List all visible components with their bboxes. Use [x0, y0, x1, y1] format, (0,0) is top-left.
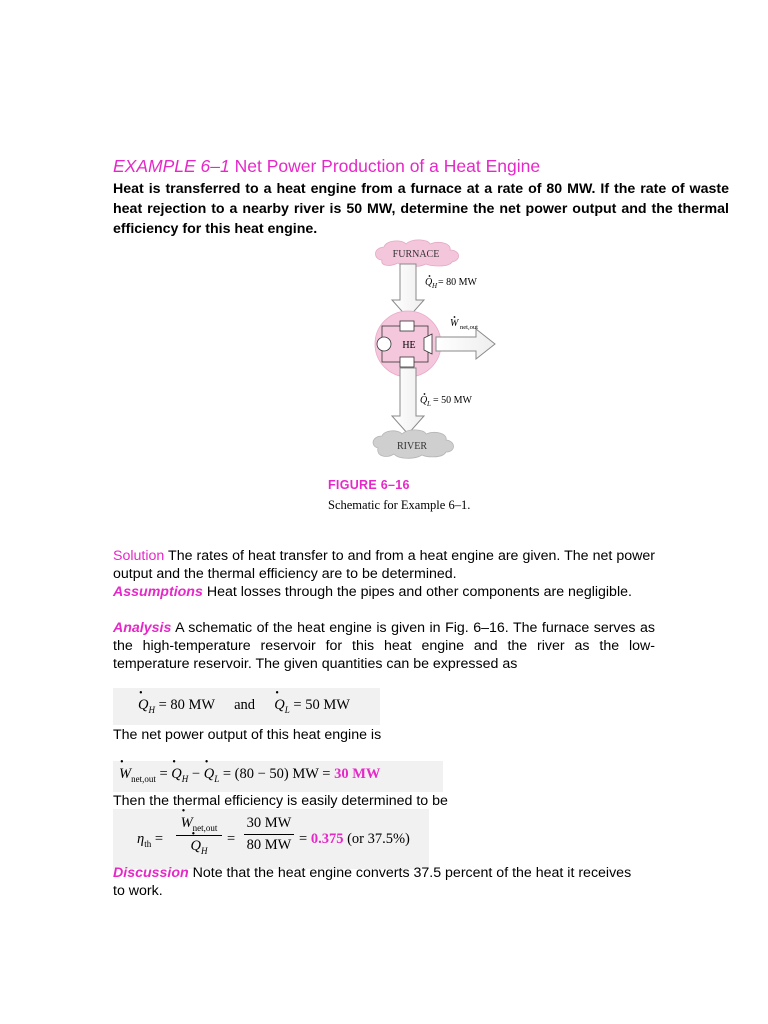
- heat-engine-schematic: [320, 238, 540, 474]
- example-name: Net Power Production of a Heat Engine: [234, 156, 541, 176]
- eq3-paren: (or 37.5%): [347, 831, 410, 847]
- river-cloud: [373, 430, 453, 458]
- discussion-paragraph: [113, 864, 633, 900]
- eq3-num: 30 MW: [246, 815, 292, 831]
- example-number: EXAMPLE 6–1: [113, 156, 230, 176]
- eq2-mid: = (80 − 50) MW =: [222, 766, 331, 782]
- qh-label: [425, 275, 478, 290]
- furnace-label: FURNACE: [392, 249, 440, 260]
- svg-text:L: L: [427, 400, 431, 408]
- discussion-text: Note that the heat engine converts 37.5 percent of the heat it receives to work.: [113, 865, 632, 899]
- eq1-and: and: [234, 697, 256, 713]
- eq2-result: 30 MW: [334, 766, 381, 782]
- engine-label: HE: [402, 340, 416, 351]
- discussion-heading: Discussion: [113, 865, 189, 881]
- efficiency-intro-text: Then the thermal efficiency is easily determined to be: [113, 793, 448, 809]
- w-label: [450, 316, 478, 331]
- qh-value: = 80 MW: [438, 277, 477, 288]
- assumptions-paragraph: [113, 583, 655, 601]
- solution-paragraph: [113, 547, 655, 583]
- example-title: [113, 156, 540, 177]
- w-subscript: net,out: [460, 324, 478, 331]
- analysis-heading: Analysis: [113, 620, 172, 636]
- solution-text: The rates of heat transfer to and from a heat engine are given. The net power output and the thermal efficiency are to be determined.: [113, 548, 655, 582]
- river-label: RIVER: [397, 441, 427, 452]
- eq2-sub: net,out: [131, 773, 156, 784]
- assumptions-heading: Assumptions: [113, 584, 203, 600]
- ql-value: = 50 MW: [433, 395, 472, 406]
- given-quantities-equation: • $Q_H = 80$ MW and • $Q_L = 50$ MW: [113, 688, 380, 725]
- net-power-text: The net power output of this heat engine is: [113, 727, 382, 743]
- svg-text:H: H: [432, 282, 438, 290]
- qh-arrow: [392, 264, 424, 318]
- furnace-cloud: [376, 240, 459, 267]
- eq3-eta-sub: th: [144, 838, 152, 849]
- thermal-efficiency-equation: $\eta_{th}$ = • $W_{net,out}$ • $Q_H$ = $\frac{30 MW}{80 MW}$ = 0.375 (or 37.5%): [113, 809, 429, 869]
- figure-caption-title: FIGURE 6–16: [328, 478, 410, 492]
- svg-text:Q: Q: [425, 277, 433, 288]
- eq3-result: 0.375: [310, 831, 344, 847]
- ql-label: [420, 393, 473, 408]
- problem-statement: Heat is transferred to a heat engine from a furnace at a rate of 80 MW. If the rate of waste heat rejection to a nearby river is 50 MW, determine the net power output and the thermal efficiency for this heat engine.: [113, 181, 729, 237]
- analysis-paragraph: [113, 619, 655, 673]
- svg-text:W: W: [450, 318, 459, 329]
- analysis-text: A schematic of the heat engine is given in Fig. 6–16. The furnace serves as the high-temperature reservoir for this heat engine and the river as the low-temperature reservoir. The given quantities can be expressed as: [113, 620, 655, 672]
- figure-caption-text: Schematic for Example 6–1.: [328, 498, 471, 512]
- eq1-ql: = 50 MW: [293, 697, 350, 713]
- solution-heading: Solution: [113, 548, 165, 564]
- eq3-den: 80 MW: [244, 834, 294, 854]
- work-arrow: [436, 329, 495, 359]
- eq3-w-sub: net,out: [192, 822, 218, 833]
- svg-text:Q: Q: [420, 395, 428, 406]
- net-power-equation: • $W_{net,out}$ = • $Q_H$ − • $Q_L = (80 - 50)$ MW = 30 MW: [113, 761, 443, 792]
- eq1-qh: = 80 MW: [158, 697, 215, 713]
- assumptions-text: Heat losses through the pipes and other components are negligible.: [202, 584, 632, 600]
